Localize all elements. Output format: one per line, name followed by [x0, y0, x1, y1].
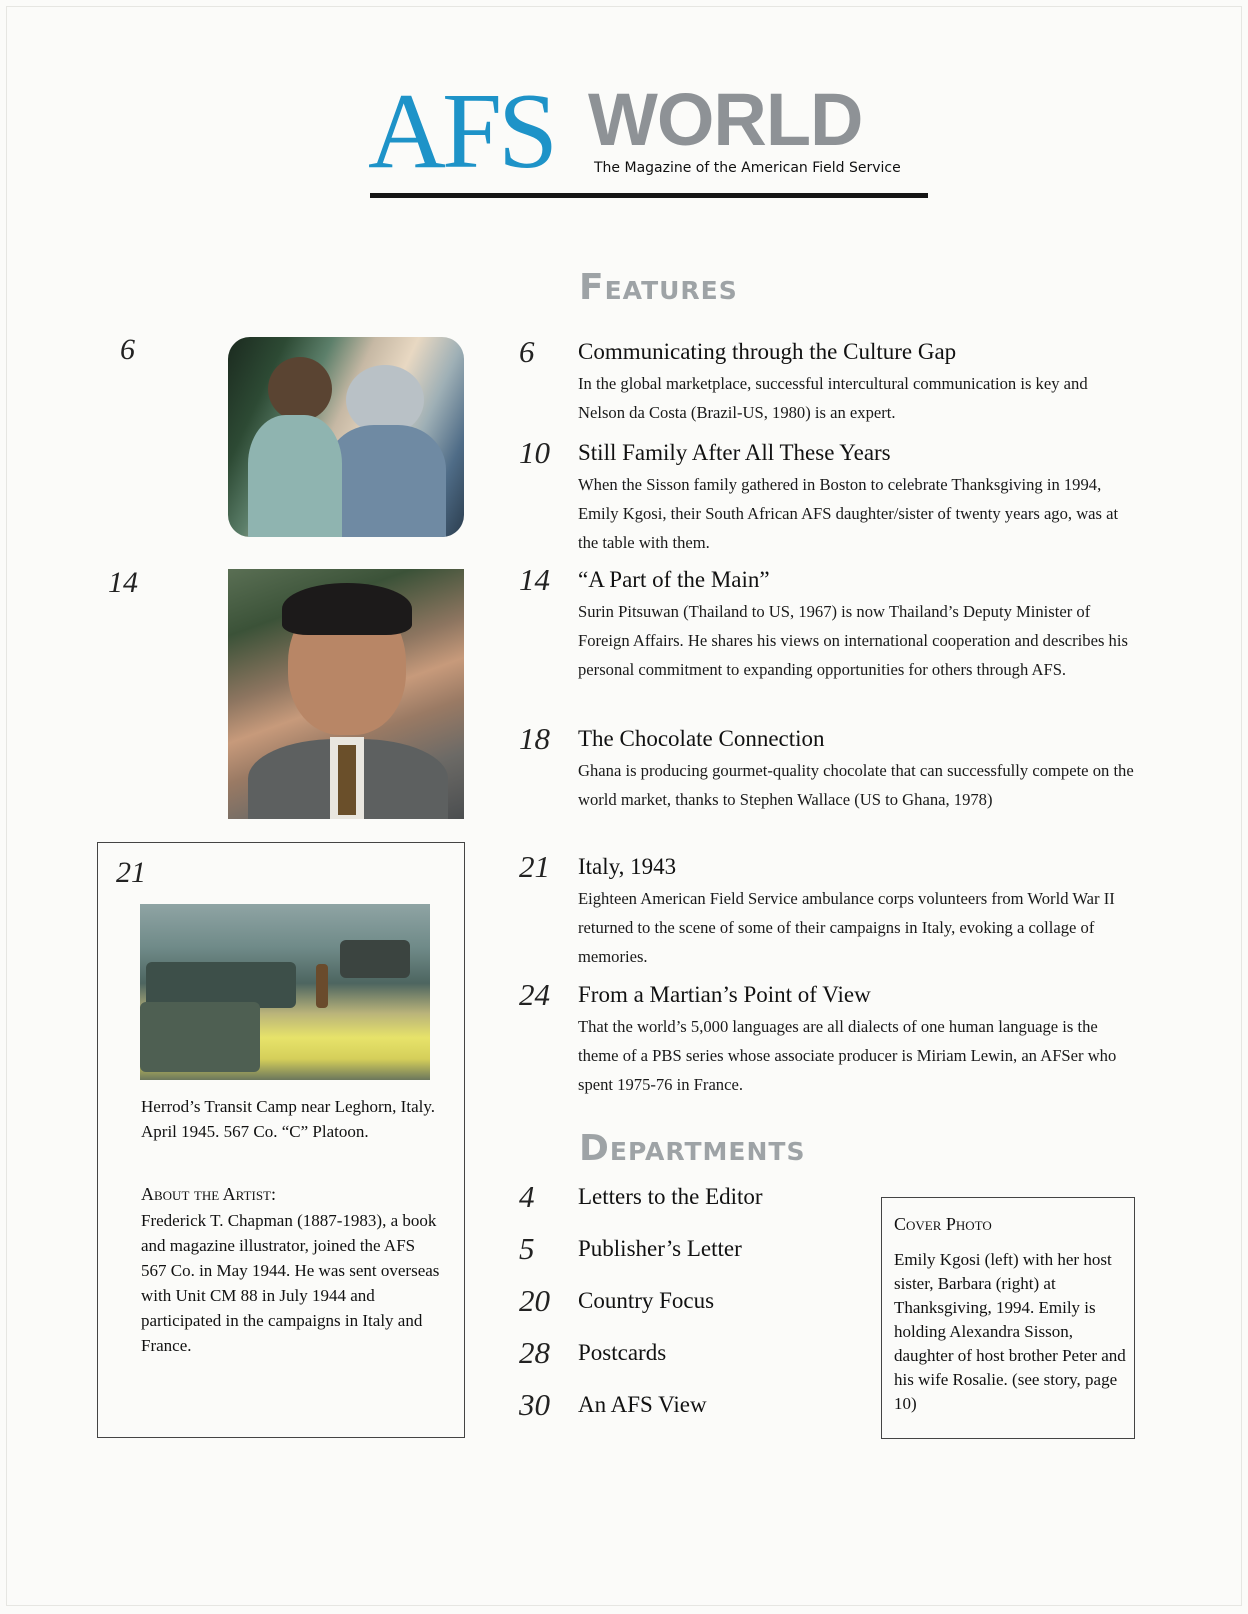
illustration-caption: Herrod’s Transit Camp near Leghorn, Italy. April 1945. 567 Co. “C” Platoon.: [141, 1097, 435, 1141]
illustration-truck: [340, 940, 410, 978]
illustration-soldier: [316, 964, 328, 1008]
photo-figure: [268, 357, 332, 421]
departments-heading: Departments: [579, 1128, 806, 1169]
photo-page-number: 6: [120, 333, 135, 366]
photo-tie: [338, 745, 356, 815]
cover-photo-text: Emily Kgosi (left) with her host sister, Barbara (right) at Thanksgiving, 1994. Emily is holding Alexandra Sisson, daughter of host brother Peter and his wife Rosalie. (see story, page 10): [894, 1250, 1126, 1413]
toc-title: Letters to the Editor: [578, 1184, 763, 1209]
toc-description: Eighteen American Field Service ambulance corps volunteers from World War II returned to the scene of some of their campaigns in Italy, evoking a collage of memories.: [578, 889, 1115, 966]
toc-title: Postcards: [578, 1340, 667, 1365]
logo-world: WORLD: [588, 78, 863, 161]
about-artist-heading: About the Artist:: [141, 1184, 276, 1204]
toc-title: Country Focus: [578, 1288, 715, 1313]
toc-page-number: 28: [519, 1335, 550, 1370]
toc-title: The Chocolate Connection: [578, 726, 825, 751]
toc-page-number: 20: [519, 1283, 550, 1318]
photo-figure: [248, 415, 342, 537]
toc-page-number: 24: [519, 977, 550, 1012]
toc-title: From a Martian’s Point of View: [578, 982, 871, 1007]
toc-title: Publisher’s Letter: [578, 1236, 742, 1261]
toc-page-number: 21: [519, 849, 550, 884]
toc-page-number: 14: [519, 562, 550, 597]
toc-page-number: 18: [519, 721, 550, 756]
cover-photo-heading: Cover Photo: [894, 1214, 992, 1234]
masthead-tagline: The Magazine of the American Field Service: [594, 160, 901, 176]
toc-description: Surin Pitsuwan (Thailand to US, 1967) is now Thailand’s Deputy Minister of Foreign Affairs. He shares his views on international cooperation and describes his personal commitment to expanding opportunities for others through AFS.: [578, 602, 1128, 679]
photo-hair: [282, 583, 412, 635]
logo-afs: AFS: [368, 72, 555, 191]
illustration-trucks: [140, 1002, 260, 1072]
features-heading: Features: [579, 267, 738, 308]
about-artist-text: Frederick T. Chapman (1887-1983), a book and magazine illustrator, joined the AFS 567 Co. in May 1944. He was sent overseas with Unit CM 88 in July 1944 and participated in the campaigns in Italy and France.: [141, 1211, 440, 1355]
toc-description: Ghana is producing gourmet-quality chocolate that can successfully compete on the world market, thanks to Stephen Wallace (US to Ghana, 1978): [578, 761, 1134, 809]
masthead-rule: [370, 193, 928, 198]
toc-description: When the Sisson family gathered in Boston to celebrate Thanksgiving in 1994, Emily Kgosi, their South African AFS daughter/sister of twenty years ago, was at the table with them.: [578, 475, 1119, 552]
photo-cover-hug: [228, 337, 464, 537]
toc-title: An AFS View: [578, 1392, 707, 1417]
masthead: [368, 72, 928, 198]
toc-page-number: 4: [519, 1179, 535, 1214]
toc-title: Communicating through the Culture Gap: [578, 339, 957, 364]
photo-page-number: 14: [108, 566, 138, 599]
photo-figure: [326, 425, 446, 537]
toc-page-number: 10: [519, 435, 550, 470]
illustration-transit-camp: [140, 904, 430, 1080]
photo-page-number: 21: [116, 856, 146, 889]
cover-photo-box: [881, 1197, 1135, 1439]
toc-title: “A Part of the Main”: [578, 567, 770, 592]
toc-page-number: 5: [519, 1231, 535, 1266]
toc-title: Still Family After All These Years: [578, 440, 891, 465]
toc-title: Italy, 1943: [578, 854, 677, 879]
toc-description: That the world’s 5,000 languages are all dialects of one human language is the theme of a PBS series whose associate producer is Miriam Lewin, an AFSer who spent 1975-76 in France.: [578, 1017, 1117, 1094]
toc-description: In the global marketplace, successful intercultural communication is key and Nelson da Costa (Brazil-US, 1980) is an expert.: [578, 374, 1088, 422]
photo-portrait: [228, 569, 464, 819]
toc-page-number: 6: [519, 334, 535, 369]
toc-page-number: 30: [519, 1387, 550, 1422]
